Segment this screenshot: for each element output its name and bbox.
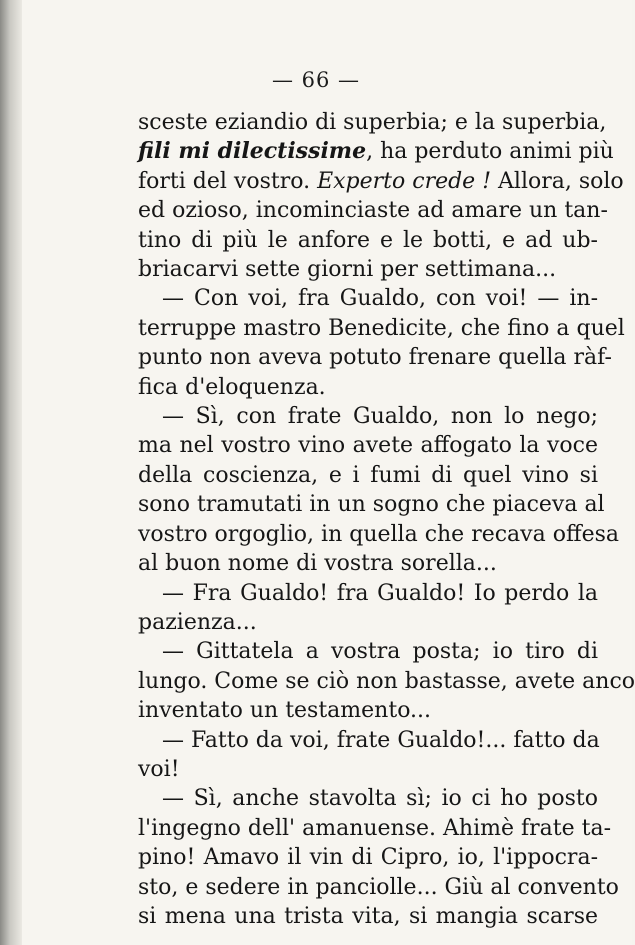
text-line: — Sì, anche stavolta sì; io ci ho posto (162, 786, 598, 812)
text-line: al buon nome di vostra sorella... (138, 551, 497, 577)
text-line: lungo. Come se ciò non bastasse, avete anco (138, 668, 635, 694)
text-line: tino di più le anfore e le botti, e ad ub- (138, 227, 598, 253)
emphasis-text: Experto crede ! (317, 168, 492, 194)
text-line: l'ingegno dell' amanuense. Ahimè frate ta- (138, 815, 611, 841)
text-line: — Sì, con frate Gualdo, non lo nego; (162, 404, 598, 430)
text-line: si mena una trista vita, si mangia scarse (138, 903, 598, 929)
text-line: pazienza... (138, 609, 257, 635)
text-line: voi! (138, 756, 180, 782)
text-line: — Con voi, fra Gualdo, con voi! — in- (162, 286, 598, 312)
text-line: — Gittatela a vostra posta; io tiro di (162, 639, 598, 665)
text-line: briacarvi sette giorni per settimana... (138, 257, 557, 283)
text-line: sono tramutati in un sogno che piaceva al (138, 492, 605, 518)
body-text (138, 108, 635, 931)
text-line: ma nel vostro vino avete affogato la voce (138, 433, 598, 459)
text-segment: Allora, solo (491, 168, 624, 194)
text-line: ed ozioso, incominciaste ad amare un tan- (138, 198, 608, 224)
text-line: della coscienza, e i fumi di quel vino si (138, 462, 598, 488)
text-segment: forti del vostro. (138, 168, 318, 194)
page-number: — 66 — (271, 68, 361, 92)
text-line: vostro orgoglio, in quella che recava offesa (138, 521, 620, 547)
text-line: — Fatto da voi, frate Gualdo!... fatto da (162, 727, 600, 753)
text-line: terruppe mastro Benedicite, che fino a quel (138, 315, 625, 341)
text-line: — Fra Gualdo! fra Gualdo! Io perdo la (162, 580, 598, 606)
emphasis-text: fili mi dilectissime (138, 138, 367, 165)
text-line: sceste eziandio di superbia; e la superbia, (138, 110, 607, 135)
text-line: inventato un testamento... (138, 698, 432, 724)
text-line (138, 137, 614, 166)
text-line (138, 167, 624, 196)
text-line: punto non aveva potuto frenare quella ràf- (138, 345, 612, 371)
text-segment: , ha perduto animi più (366, 139, 614, 165)
text-line: pino! Amavo il vin di Cipro, io, l'ippocra- (138, 845, 598, 871)
binding-shadow (0, 0, 22, 945)
text-line: fica d'eloquenza. (138, 374, 326, 400)
text-line: sto, e sedere in panciolle... Giù al convento (138, 874, 619, 900)
